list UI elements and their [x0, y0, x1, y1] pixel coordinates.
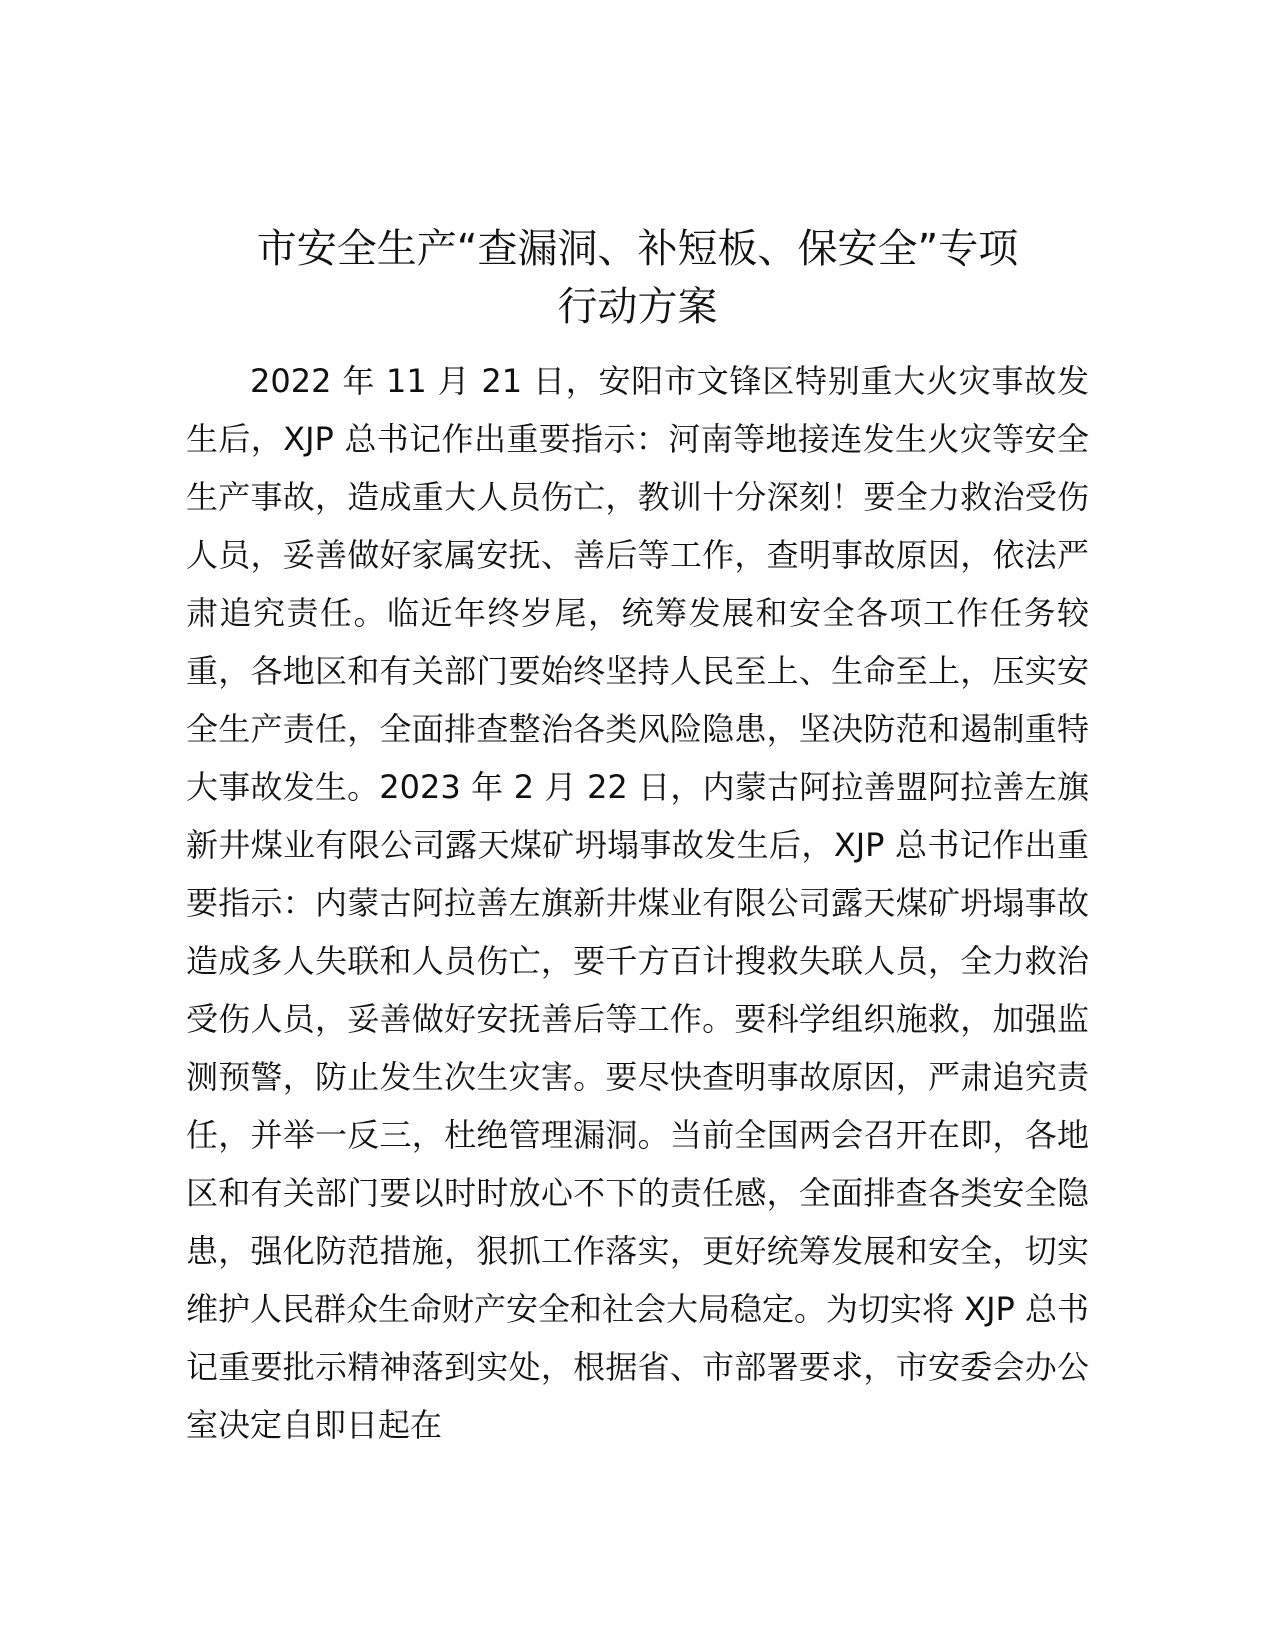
- body-paragraph: 2022 年 11 月 21 日，安阳市文锋区特别重大火灾事故发生后，XJP 总书记作出重要指示：河南等地接连发生火灾等安全生产事故，造成重大人员伤亡，教训十分深刻！要全力救治受伤人员，妥善做好家属安抚、善后等工作，查明事故原因，依法严肃追究责任。临近年终岁尾，统筹发展和安全各项工作任务较重，各地区和有关部门要始终坚持人民至上、生命至上，压实安全生产责任，全面排查整治各类风险隐患，坚决防范和遏制重特大事故发生。2023 年 2 月 22 日，内蒙古阿拉善盟阿拉善左旗新井煤业有限公司露天煤矿坍塌事故发生后，XJP 总书记作出重要指示：内蒙古阿拉善左旗新井煤业有限公司露天煤矿坍塌事故造成多人失联和人员伤亡，要千方百计搜救失联人员，全力救治受伤人员，妥善做好安抚善后等工作。要科学组织施救，加强监测预警，防止发生次生灾害。要尽快查明事故原因，严肃追究责任，并举一反三，杜绝管理漏洞。当前全国两会召开在即，各地区和有关部门要以时时放心不下的责任感，全面排查各类安全隐患，强化防范措施，狠抓工作落实，更好统筹发展和安全，切实维护人民群众生命财产安全和社会大局稳定。为切实将 XJP 总书记重要批示精神落到实处，根据省、市部署要求，市安委会办公室决定自即日起在: [186, 362, 1090, 1444]
- document-title: [150, 220, 1125, 336]
- title-line-2: 行动方案: [557, 284, 718, 330]
- title-line-1: 市安全生产“查漏洞、补短板、保安全”专项: [256, 226, 1019, 272]
